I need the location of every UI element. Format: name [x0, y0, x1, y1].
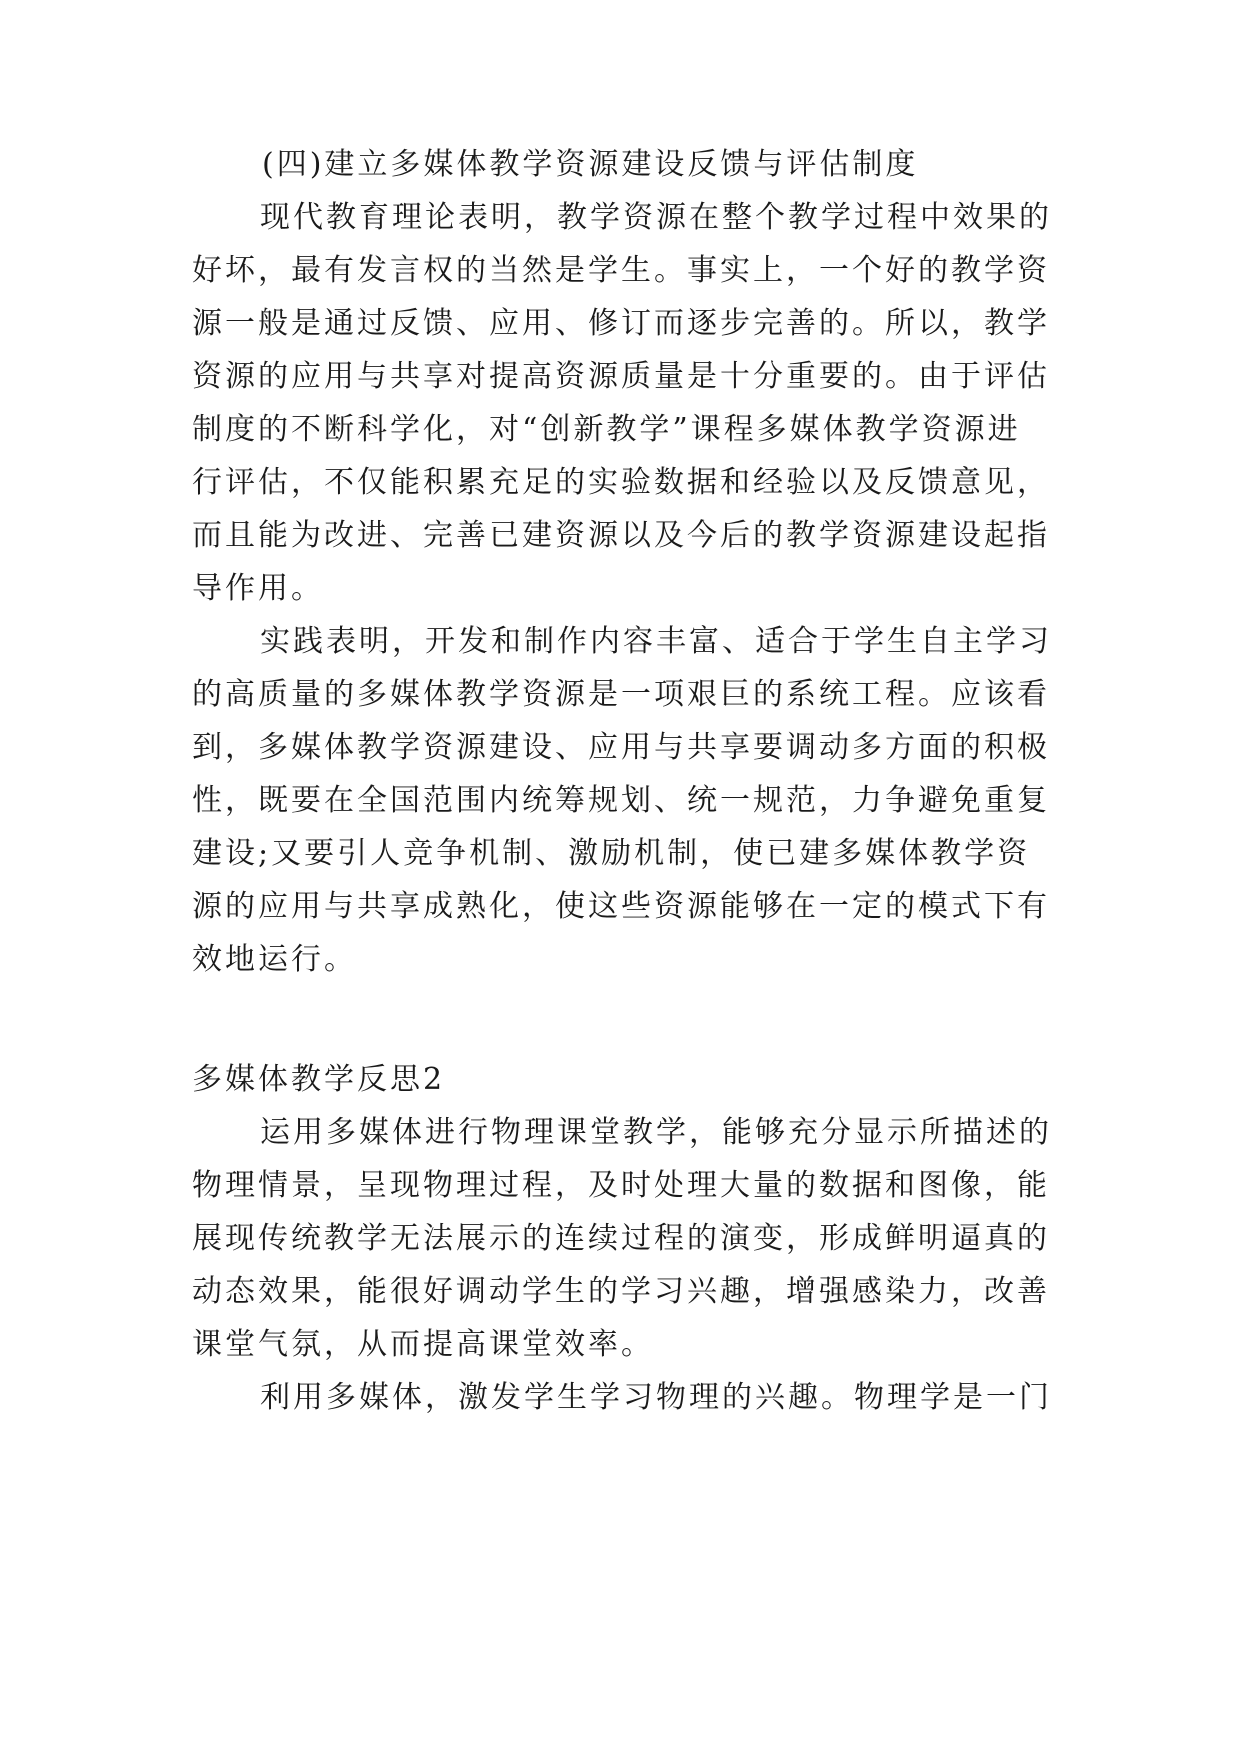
paragraph-line: 现代教育理论表明，教学资源在整个教学过程中效果的: [260, 200, 1052, 235]
paragraph-line: 建设;又要引人竞争机制、激励机制，使已建多媒体教学资: [192, 836, 1031, 871]
paragraph-line: 而且能为改进、完善已建资源以及今后的教学资源建设起指: [192, 518, 1050, 553]
paragraph-line: 的高质量的多媒体教学资源是一项艰巨的系统工程。应该看: [192, 677, 1050, 712]
section-title: 多媒体教学反思2: [192, 1062, 446, 1097]
paragraph-line: 效地运行。: [192, 942, 357, 977]
paragraph-line: 源的应用与共享成熟化，使这些资源能够在一定的模式下有: [192, 889, 1050, 924]
paragraph-line: 好坏，最有发言权的当然是学生。事实上，一个好的教学资: [192, 253, 1050, 288]
subsection-heading: (四)建立多媒体教学资源建设反馈与评估制度: [262, 147, 919, 182]
paragraph-line: 制度的不断科学化，对“创新教学”课程多媒体教学资源进: [192, 412, 1021, 447]
paragraph-line: 运用多媒体进行物理课堂教学，能够充分显示所描述的: [260, 1115, 1052, 1150]
paragraph-line: 物理情景，呈现物理过程，及时处理大量的数据和图像，能: [192, 1168, 1050, 1203]
paragraph-line: 实践表明，开发和制作内容丰富、适合于学生自主学习: [260, 624, 1052, 659]
paragraph-line: 行评估，不仅能积累充足的实验数据和经验以及反馈意见，: [192, 465, 1050, 500]
paragraph-line: 性，既要在全国范围内统筹规划、统一规范，力争避免重复: [192, 783, 1050, 818]
paragraph-line: 课堂气氛，从而提高课堂效率。: [192, 1327, 654, 1362]
paragraph-line: 源一般是通过反馈、应用、修订而逐步完善的。所以，教学: [192, 306, 1050, 341]
paragraph-line: 到，多媒体教学资源建设、应用与共享要调动多方面的积极: [192, 730, 1050, 765]
paragraph-line: 导作用。: [192, 571, 324, 606]
paragraph-line: 动态效果，能很好调动学生的学习兴趣，增强感染力，改善: [192, 1274, 1050, 1309]
paragraph-line: 展现传统教学无法展示的连续过程的演变，形成鲜明逼真的: [192, 1221, 1050, 1256]
paragraph-line: 利用多媒体，激发学生学习物理的兴趣。物理学是一门: [260, 1380, 1052, 1415]
paragraph-line: 资源的应用与共享对提高资源质量是十分重要的。由于评估: [192, 359, 1050, 394]
